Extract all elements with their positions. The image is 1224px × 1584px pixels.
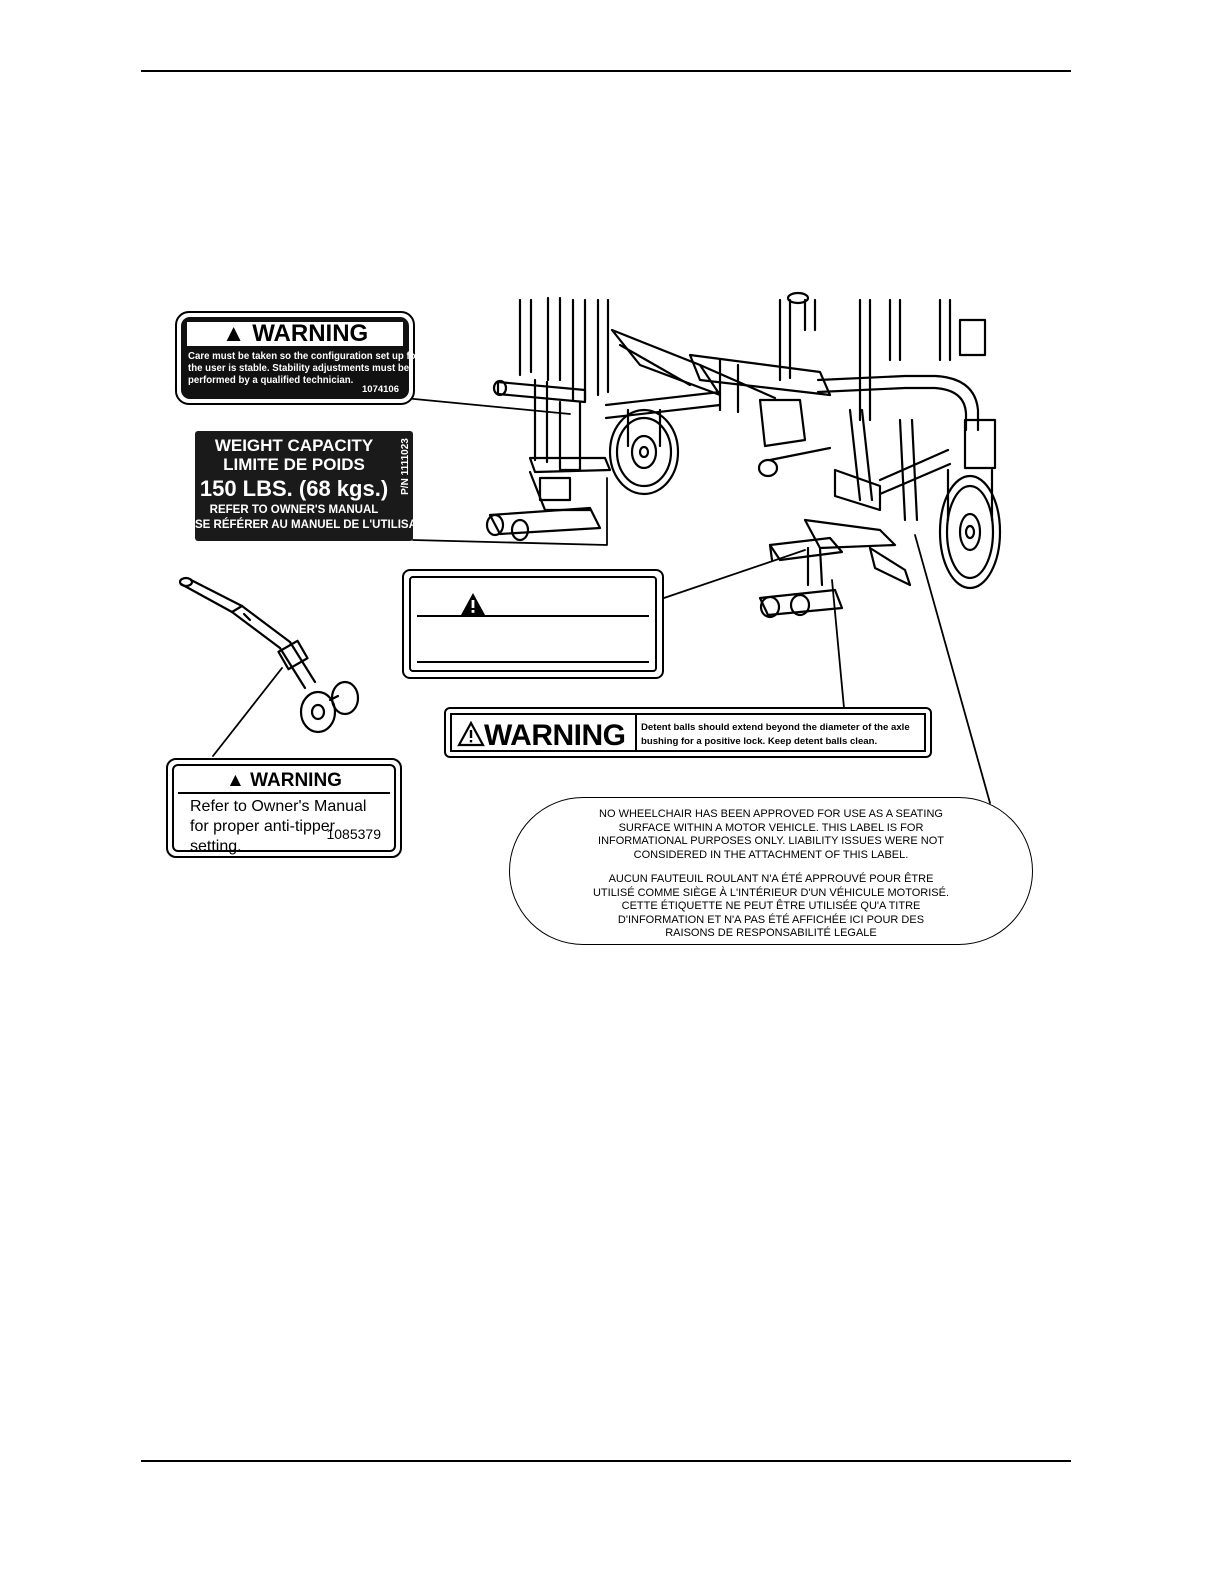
weight-capacity-title-fr: LIMITE DE POIDS — [223, 455, 365, 474]
anti-tipper-warning-heading: ▲ WARNING — [178, 770, 390, 794]
warning-triangle-icon: ▲ — [221, 320, 246, 347]
detent-warning-heading: WARNING — [484, 719, 626, 752]
weight-capacity-refer-fr: SE RÉFÉRER AU MANUEL DE L'UTILISATEUR — [195, 519, 448, 531]
motor-vehicle-notice-french: AUCUN FAUTEUIL ROULANT N'A ÉTÉ APPROUVÉ POUR ÊTRE UTILISÉ COMME SIÈGE À L'INTÉRIEUR D'UN VÉHICULE MOTORISÉ. CETTE ÉTIQUETTE NE PEUT ÊTRE UTILISÉE QU'A TITRE D'INFORMATION ET N'A PAS ÉTÉ AFFICHÉE ICI POUR DES RAISONS DE RESPONSABILITÉ LEGALE — [592, 873, 950, 940]
caution-divider-2 — [417, 661, 649, 663]
stability-warning-heading: ▲ WARNING — [187, 322, 403, 346]
weight-capacity-refer: REFER TO OWNER'S MANUAL — [209, 504, 379, 516]
weight-capacity-value: 150 LBS. (68 kgs.) — [199, 476, 389, 501]
motor-vehicle-notice-english: NO WHEELCHAIR HAS BEEN APPROVED FOR USE AS A SEATING SURFACE WITHIN A MOTOR VEHICLE. THIS LABEL IS FOR INFORMATIONAL PURPOSES ONLY. LIABILITY ISSUES WERE NOT CONSIDERED IN THE ATTACHMENT OF THIS LABEL. — [598, 808, 944, 861]
detent-balls-warning-label — [444, 707, 932, 758]
weight-capacity-label — [195, 431, 448, 541]
detent-warning-divider — [635, 715, 637, 750]
warning-triangle-icon: ▲ — [226, 770, 245, 791]
warning-triangle-icon — [460, 592, 486, 616]
detent-warning-text: Detent balls should extend beyond the diameter of the axle bushing for a positive lock. Keep detent balls clean. — [641, 722, 910, 747]
anti-tipper-warning-text: Refer to Owner's Manual for proper anti-tipper setting. — [190, 798, 367, 855]
anti-tipper-part-number: 1085379 — [326, 826, 381, 842]
anti-tipper-warning-label — [166, 758, 402, 858]
weight-capacity-part-number: P/N 1111023 — [400, 438, 412, 495]
anti-tipper-part — [180, 578, 358, 732]
motor-vehicle-notice-label — [509, 797, 1033, 945]
caution-divider-1 — [417, 615, 649, 617]
stability-warning-text: Care must be taken so the configuration set up for the user is stable. Stability adjustments must be performed by a qualified technician. — [188, 350, 420, 386]
warning-triangle-icon — [457, 721, 485, 747]
blank-caution-label — [402, 569, 664, 679]
stability-warning-label — [175, 311, 420, 405]
weight-capacity-title: WEIGHT CAPACITY — [214, 436, 374, 455]
stability-warning-part-number: 1074106 — [362, 384, 399, 395]
